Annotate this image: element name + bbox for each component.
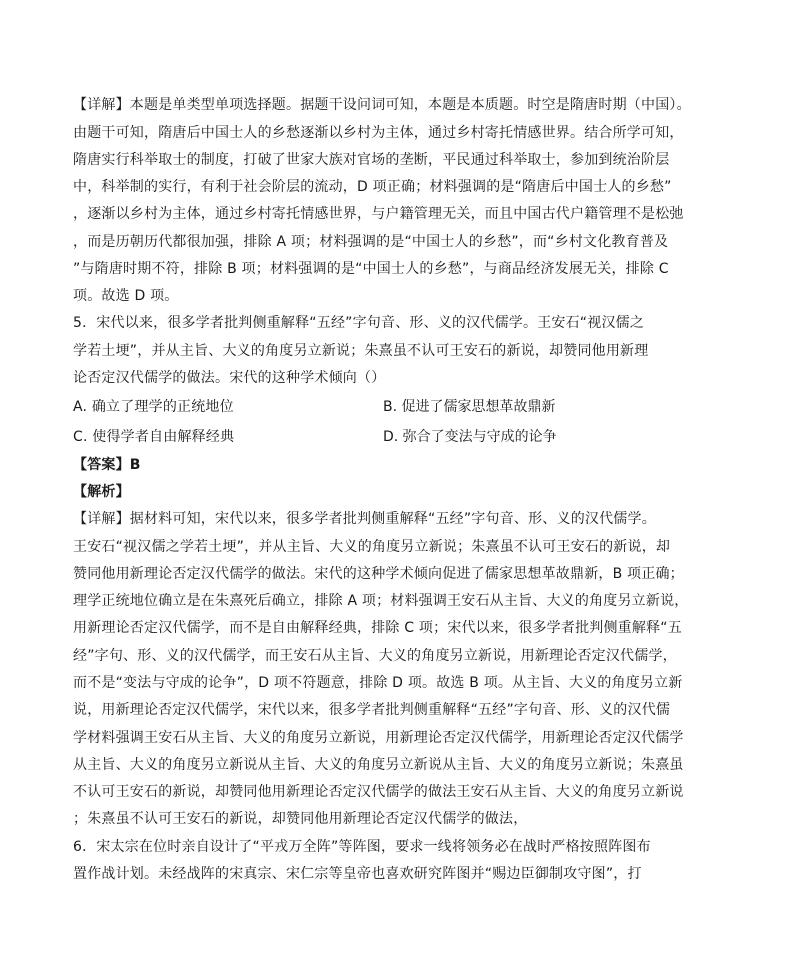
q5-stem-line: 论否定汉代儒学的做法。宋代的这种学术倾向（） — [73, 370, 386, 386]
q6-stem-line: 6．宋太宗在位时亲自设计了“平戎万全阵”等阵图，要求一线将领务必在战时严格按照阵图布 — [73, 839, 651, 855]
q4-explanation-line: 项。故选 D 项。 — [73, 288, 179, 304]
q4-explanation-line: ，逐渐以乡村为主体，通过乡村寄托情感世界，与户籍管理无关，而且中国古代户籍管理不是松弛 — [73, 206, 684, 222]
q5-explanation-line: 王安石“视汉儒之学若土埂”，并从主旨、大义的角度另立新说；朱熹虽不认可王安石的新说，却 — [73, 539, 671, 555]
q5-option-a: A. 确立了理学的正统地位 — [73, 399, 234, 415]
q4-explanation-line: ，而是历朝历代都很加强，排除 A 项；材料强调的是“中国士人的乡愁”，而“乡村文化教育普及 — [73, 234, 669, 250]
q5-analysis-title: 【解析】 — [73, 484, 130, 500]
q5-explanation-line: 赞同他用新理论否定汉代儒学的做法。宋代的这种学术倾向促进了儒家思想革故鼎新，B 项正确； — [73, 566, 684, 582]
q5-option-c: C. 使得学者自由解释经典 — [73, 429, 235, 445]
q4-explanation-line: 隋唐实行科举取士的制度，打破了世家大族对官场的垄断，平民通过科举取士，参加到统治阶层 — [73, 152, 670, 168]
q5-explanation-line: 从主旨、大义的角度另立新说从主旨、大义的角度另立新说从主旨、大义的角度另立新说；朱熹虽 — [73, 757, 684, 773]
q5-explanation-line: 经”字句、形、义的汉代儒学，而王安石从主旨、大义的角度另立新说，用新理论否定汉代儒学， — [73, 648, 677, 664]
q5-option-b: B. 促进了儒家思想革故鼎新 — [383, 399, 556, 415]
q5-stem-line: 学若土埂”，并从主旨、大义的角度另立新说；朱熹虽不认可王安石的新说，却赞同他用新理 — [73, 343, 649, 359]
q5-explanation-line: ；朱熹虽不认可王安石的新说，却赞同他用新理论否定汉代儒学的做法， — [73, 811, 528, 827]
q5-answer: 【答案】B — [73, 457, 141, 473]
q4-explanation-line: 中，科举制的实行，有利于社会阶层的流动，D 项正确；材料强调的是“隋唐后中国士人的乡愁” — [73, 179, 672, 195]
q4-explanation-line: 由题干可知，隋唐后中国士人的乡愁逐渐以乡村为主体，通过乡村寄托情感世界。结合所学可知， — [73, 125, 684, 141]
q4-explanation-line: 【详解】本题是单类型单项选择题。据题干设问词可知，本题是本质题。时空是隋唐时期（中国）。 — [73, 97, 691, 113]
q5-stem-line: 5．宋代以来，很多学者批判侧重解释“五经”字句音、形、义的汉代儒学。王安石“视汉儒之 — [73, 315, 645, 331]
q5-explanation-line: 不认可王安石的新说，却赞同他用新理论否定汉代儒学的做法王安石从主旨、大义的角度另立新说 — [73, 784, 684, 800]
q5-option-d: D. 弥合了变法与守成的论争 — [383, 429, 557, 445]
q5-explanation-line: 理学正统地位确立是在朱熹死后确立，排除 A 项；材料强调王安石从主旨、大义的角度另立新说， — [73, 593, 689, 609]
q4-explanation-line: ”与隋唐时期不符，排除 B 项；材料强调的是“中国士人的乡愁”，与商品经济发展无关，排除 C — [73, 261, 669, 277]
q5-explanation-line: 学材料强调王安石从主旨、大义的角度另立新说，用新理论否定汉代儒学，用新理论否定汉代儒学 — [73, 730, 684, 746]
q5-explanation-line: 说，用新理论否定汉代儒学，宋代以来，很多学者批判侧重解释“五经”字句音、形、义的汉代儒 — [73, 702, 671, 718]
q5-explanation-line: 用新理论否定汉代儒学，而不是自由解释经典，排除 C 项；宋代以来，很多学者批判侧重解释“五 — [73, 620, 682, 636]
q5-explanation-line: 【详解】据材料可知，宋代以来，很多学者批判侧重解释“五经”字句音、形、义的汉代儒学。 — [73, 511, 656, 527]
q5-explanation-line: 而不是“变法与守成的论争”，D 项不符题意，排除 D 项。故选 B 项。从主旨、大义的角度另立新 — [73, 675, 683, 691]
q6-stem-line: 置作战计划。未经战阵的宋真宗、宋仁宗等皇帝也喜欢研究阵图并“赐边臣御制攻守图”，打 — [73, 866, 642, 882]
